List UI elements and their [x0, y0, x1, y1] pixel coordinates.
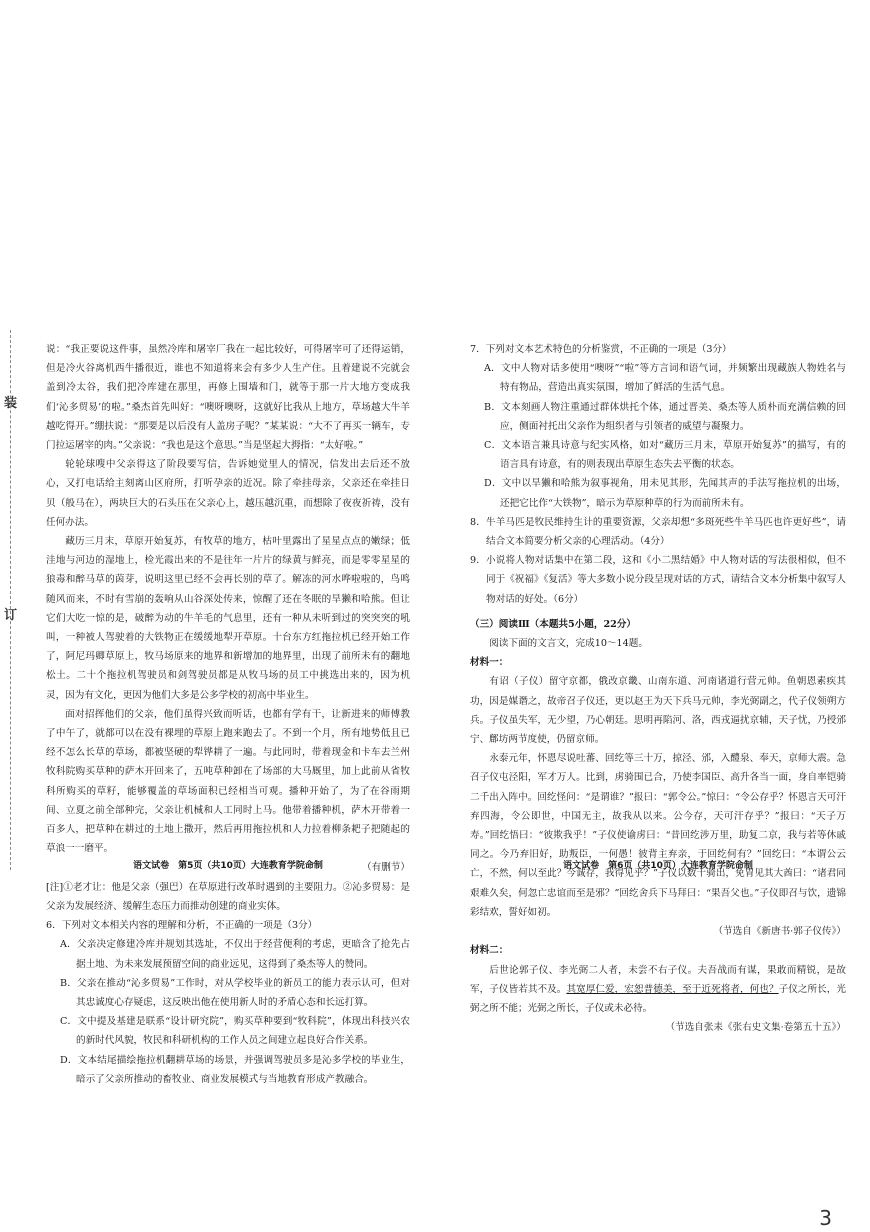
- left-page-column: [46, 340, 410, 1089]
- page-number: 3: [819, 1206, 832, 1230]
- question-9: 9．小说将人物对话集中在第二段，这和《小二黑结婚》中人物对话的写法很相似，但不同于《祝福》《复活》等大多数小说分段呈现对话的方式，请结合文本分析集中叙写人物对话的好处。（6分）: [470, 555, 846, 605]
- question-7-option-a: A．文中人物对话多使用“噢呀”“啦”等方言词和语气词，并频繁出现藏族人物姓名与特有物品，营造出真实氛围，增加了鲜活的生活气息。: [484, 363, 846, 394]
- question-6-stem: 6．下列对文本相关内容的理解和分析，不正确的一项是（3分）: [46, 920, 318, 932]
- binding-line: [10, 330, 11, 870]
- question-6-option-b: B．父亲在推动“沁多贸易”工作时，对从学校毕业的新员工的能力表示认可，但对其忠诚度心存疑虑，这反映出他在使用新人时的矛盾心态和长远打算。: [60, 977, 410, 1008]
- material-1-paragraph: 永泰元年，怀恩尽说吐蕃、回纥等三十万，掠泾、邠，入醴泉、奉天，京师大震。急召子仪屯泾阳，军才万人。比到，虏骑围已合，乃使李国臣、高升各当一面，身自率铠骑二千出入阵中。回纥怪问：“是谓谁？”报曰：“郭令公。”惊曰：“令公存乎？怀恩言天可汗弃四海，令公即世，中国无主，故我从以来。公今存，天可汗存乎？”报曰：“天子万寿。”回纥悟曰：“彼欺我乎！”子仪使谕虏曰：“昔回纥涉万里，助复二京，我与若等休戚同之。今乃弃旧好，助叛臣，一何愚！彼背主弃亲，于回纥何有？”回纥曰：“本谓公云亡，不然，何以至此？今诚存，我得见乎？”子仪以数十骑出，免胄见其大酋曰：“诸君同艰难久矣，何忽亡忠谊而至是邪？”回纥舍兵下马拜曰：“果吾父也。”子仪即召与饮，遗锦彩结欢，誓好如初。: [470, 753, 846, 918]
- material-2-source: （节选自张耒《张右史文集·卷第五十五》）: [665, 1022, 846, 1034]
- question-7-option-c: C．文本语言兼具诗意与纪实风格，如对“藏历三月末，草原开始复苏”的描写，有的语言具有诗意，有的则表现出草原生态失去平衡的状态。: [484, 440, 846, 471]
- binding-mark-top: 装: [4, 396, 18, 411]
- material-2-text-end: 子仪之所长，光弼之所不能；光弼之所长，子仪或未必待。: [470, 983, 847, 1014]
- binding-mark-bottom: 订: [4, 608, 18, 623]
- question-6-option-a: A．父亲决定修建冷库并规划其选址，不仅出于经营便利的考虑，更暗含了抢先占据土地、为未来发展预留空间的商业远见，这得到了桑杰等人的赞同。: [60, 939, 410, 970]
- material-2-underlined-sentence: 其宽厚仁爱，宏恕普德美，至于近死将者，何也？: [566, 983, 779, 995]
- question-6-option-d: D．文本结尾描绘拖拉机翻耕草场的场景，并强调驾驶员多是沁多学校的毕业生，暗示了父亲所推动的畜牧业、商业发展模式与当地教育形成产教融合。: [60, 1054, 410, 1085]
- story-paragraph: 轮轮球嗖中父亲得这了阶段要写信，告诉她觉里人的情况，信发出去后还不放心，又打电话给主刻离山区府所，打听孕亲的近况。除了牵挂母亲，父亲还在牵挂日贝（般马在），两块巨大的石头压在父亲心上，越压越沉重，而想除了夜夜祈祷，没有任何办法。: [46, 459, 410, 528]
- material-2-paragraph: [470, 961, 846, 1019]
- right-page-footer: 语文试卷 第6页（共10页）大连教育学院命制: [563, 861, 753, 871]
- question-7-option-d: D．文中以旱獭和哈熊为叙事视角，用未见其形，先闻其声的手法写拖拉机的出场，还把它比作“大铁物”，暗示为草原种草的行为而前所未有。: [484, 478, 846, 509]
- story-paragraph: 面对招挥他们的父亲，他们虽得兴致而听话，也都有学有干，让新进来的师傅教了中午了，就都可以在没有裸埋的草原上跑来跑去了。不到一个月，所有地势低且已经不怎么长草的草场，都被坚硬的犁铧耕了一遍。与此同时，带着现金和卡车去兰州牧科院购买草种的萨木开回来了，五吨草种卸在了场部的大马厩里，加上此前从省牧科所购买的草籽，能够覆盖的草场面积已经相当可观。播种开始了，为了在谷雨期间、立夏之前全部种完，父亲让机械和人工同时上马。他带着播种机，萨木开带着一百多人，把草种在耕过的土地上撒开，然后再用拖拉机和人力拉着柳条耙子把随起的草浪一一磨平。: [46, 708, 410, 855]
- material-1-paragraph: 有诏（子仪）留守京都，俄改京畿、山南东道、河南诸道行营元帅。鱼朝恩素疾其功，因是媒谮之，故帝召子仪还，更以赵王为天下兵马元帅，李光弼副之，代子仪领朔方兵。子仪虽失军，无少望，乃心朝廷。思明再陷河、洛，西戎逼扰京辅，天子忧，乃授邠宁、鄜坊两节度使，仍留京师。: [470, 676, 846, 746]
- question-8: 8．牛羊马匹是牧民维持生计的重要资源，父亲却想“多斑死些牛羊马匹也许更好些”，请结合文本简要分析父亲的心理活动。（4分）: [470, 516, 846, 548]
- note-source: （有删节）: [362, 862, 410, 874]
- question-7-option-b: B．文本刻画人物注重通过群体烘托个体，通过晋美、桑杰等人质朴而充满信赖的回应，侧面衬托出父亲作为组织者与引领者的威望与凝聚力。: [484, 401, 846, 432]
- story-paragraph: 藏历三月末，草原开始复苏，有牧草的地方，枯叶里露出了星星点点的嫩绿；低洼地与河边的湿地上，检光霞出来的不是往年一片片的绿黄与鲜亮，而是零零星星的狼毒和醉马草的茵芽，说明这里已经不会再长别的草了。解冻的河水哗啦啦的，鸟鸣随风而来，不时有雪崩的轰响从山谷深处传来，惊醒了还在冬眠的旱獭和哈熊。但让它们大吃一惊的是，破醉为动的牛羊毛的气息里，还有一种从未听到过的突突突的吼叫，一种被人驾驶着的大铁物正在缓缓地犁开草原。十台东方红拖拉机已经开始工作了，阿尼玛卿草原上，牧马场原来的地界和新增加的地界里，出现了前所未有的翻地松土。二十个拖拉机驾驶员和剑驾驶员都是从牧马场的员工中挑选出来的，因为机灵，因为有文化，更因为他们大多是公多学校的初高中毕业生。: [46, 536, 410, 701]
- story-paragraph: 说：“我正要说这件事，虽然冷库和屠宰厂我在一起比较好，可得屠宰可了还得运销，但是冷火谷离机西牛播很近，谁也不知道将来会有多少人生产住。且着建说不完就会盖到冷太谷，我们把冷库建在那里，再修上围墙和门，就等于那一片大地方变成我们‘沁多贸易’的啦。”桑杰首先叫好：“噢呀噢呀，这就好比我从上地方，草场越大牛羊越吃得开。”绷扶说：“那要是以后没有人盖房子呢？”某某说：“大不了再买一辆车，专门拉运屠宰的肉。”父亲说：“我也是这个意思。”当是坚起大拇指：“太好啦。”: [46, 344, 410, 452]
- section-3-title: （三）阅读Ⅲ（本题共5小题，22分）: [470, 618, 637, 630]
- material-1-label: 材料一：: [470, 657, 509, 669]
- left-page-footer: 语文试卷 第5页（共10页）大连教育学院命制: [133, 861, 323, 871]
- question-7-stem: 7．下列对文本艺术特色的分析鉴赏，不正确的一项是（3分）: [470, 344, 732, 355]
- material-1-source: （节选自《新唐书·郭子仪传》）: [713, 926, 846, 938]
- material-2-label: 材料二：: [470, 945, 509, 957]
- section-3-intro: 阅读下面的文言文，完成10～14题。: [489, 638, 648, 650]
- footnote: [注]①老才让：他是父亲（强巴）在草原进行改革时遇到的主要阻力。②沁多贸易：是父亲为发展经济、缓解生态压力而推动创建的商业实体。: [46, 881, 410, 912]
- right-page-column: [470, 340, 846, 1037]
- material-2-text: 后世论郭子仪、李光弼二人者，未尝不右子仪。夫吾战而有谋，果敢而精锐，是故军，子仪皆若其不及。: [470, 964, 846, 995]
- question-6-option-c: C．文中提及基建是联系“设计研究院”，购买草种要到“牧科院”，体现出科技兴农的新时代风貌，牧民和科研机构的工作人员之间建立起良好合作关系。: [60, 1016, 410, 1047]
